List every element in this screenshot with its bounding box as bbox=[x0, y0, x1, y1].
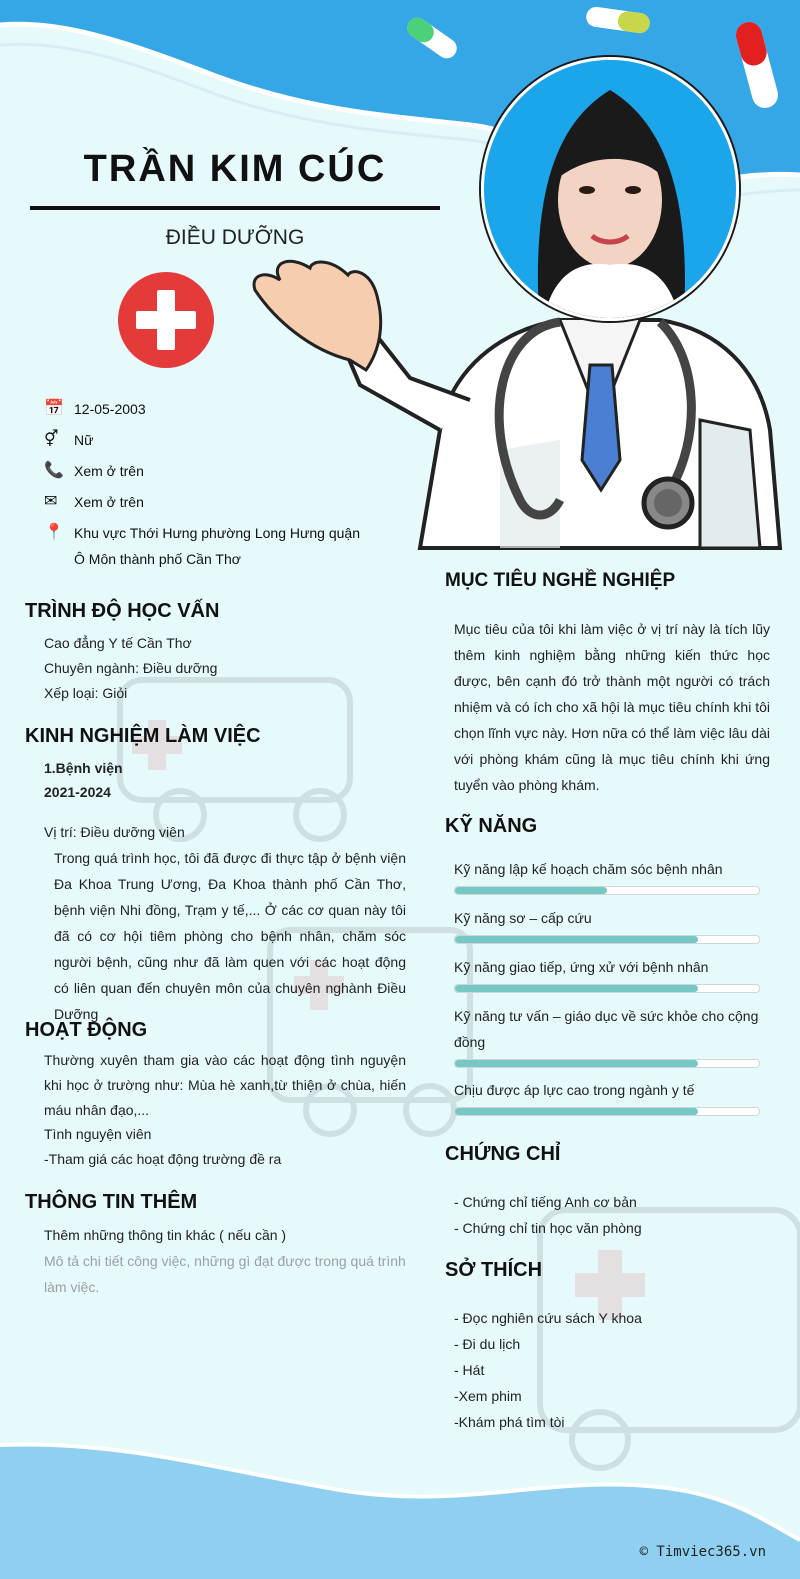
extra-info-title: THÔNG TIN THÊM bbox=[25, 1191, 198, 1213]
candidate-name: TRẦN KIM CÚC bbox=[83, 148, 387, 190]
skill-progress-fill bbox=[455, 1108, 698, 1115]
extra-info-line: Thêm những thông tin khác ( nếu cần ) bbox=[44, 1227, 287, 1243]
experience-period: 2021-2024 bbox=[44, 784, 111, 800]
skill-progress-fill bbox=[455, 936, 698, 943]
hobby-item: - Đi du lịch bbox=[454, 1336, 521, 1352]
skill-item bbox=[454, 1003, 760, 1068]
ambulance-watermark-icon bbox=[120, 680, 350, 839]
copyright-footer: © Timviec365.vn bbox=[639, 1544, 766, 1560]
location-icon: 📍 bbox=[44, 524, 64, 541]
skill-progress-bar bbox=[454, 886, 760, 895]
extra-info-placeholder: Mô tả chi tiết công việc, những gì đạt được trong quá trình làm việc. bbox=[44, 1253, 406, 1295]
contact-gender: ⚥ Nữ bbox=[44, 427, 374, 453]
objective-text: Mục tiêu của tôi khi làm việc ở vị trí này là tích lũy thêm kinh nghiệm bằng những kiến thức học được, bên cạnh đó trở thành một người có trách nhiệm và có ích cho xã hội là mục tiêu chính khi tôi chọn lĩnh vực này. Hơn nữa có thể làm việc lâu dài với phòng khám cũng là mục tiêu chính khi ứng tuyển vào phòng khám. bbox=[454, 621, 770, 793]
certificates-title: CHỨNG CHỈ bbox=[445, 1143, 561, 1165]
skill-progress-bar bbox=[454, 984, 760, 993]
email-icon: ✉ bbox=[44, 493, 58, 510]
medical-cross-icon bbox=[118, 272, 214, 368]
name-divider bbox=[30, 206, 440, 210]
education-title: TRÌNH ĐỘ HỌC VẤN bbox=[25, 600, 220, 622]
experience-description: Trong quá trình học, tôi đã được đi thực tập ở bệnh viện Đa Khoa Trung Ương, Đa Khoa thành phố Cần Thơ, bệnh viện Nhi đồng, Trạm y tế,... Ở các cơ quan này tôi đã có cơ hội tiêm phòng cho bệnh nhân, chăm sóc người bệnh, cũng như đã làm quen với các hoạt động có liên quan đến chuyên môn của chuyên nghành Điều Dưỡng bbox=[54, 850, 406, 1022]
skill-label: Chịu được áp lực cao trong ngành y tế bbox=[454, 1082, 695, 1098]
objective-title: MỤC TIÊU NGHỀ NGHIỆP bbox=[445, 570, 676, 591]
skill-label: Kỹ năng lập kế hoạch chăm sóc bệnh nhân bbox=[454, 861, 723, 877]
skill-item bbox=[454, 856, 760, 895]
activities-title: HOẠT ĐỘNG bbox=[25, 1019, 148, 1041]
experience-position: Vị trí: Điều dưỡng viên bbox=[44, 824, 185, 840]
education-rank: Xếp loại: Giỏi bbox=[44, 685, 128, 701]
contact-email: ✉ Xem ở trên bbox=[44, 489, 374, 515]
education-major: Chuyên ngành: Điều dưỡng bbox=[44, 660, 218, 676]
activities-extra: -Tham giá các hoạt động trường đề ra bbox=[44, 1151, 282, 1167]
gender-icon: ⚥ bbox=[44, 431, 59, 448]
hobby-item: -Khám phá tìm tòi bbox=[454, 1414, 565, 1430]
hobbies-title: SỞ THÍCH bbox=[445, 1259, 543, 1281]
hobby-item: - Đọc nghiên cứu sách Y khoa bbox=[454, 1310, 642, 1326]
skill-label: Kỹ năng sơ – cấp cứu bbox=[454, 910, 592, 926]
ambulance-watermark-icon bbox=[540, 1210, 800, 1468]
skills-title: KỸ NĂNG bbox=[445, 815, 538, 837]
skill-progress-fill bbox=[455, 985, 698, 992]
hobby-item: - Hát bbox=[454, 1362, 485, 1378]
certificate-item: - Chứng chỉ tin học văn phòng bbox=[454, 1220, 642, 1236]
certificate-item: - Chứng chỉ tiếng Anh cơ bản bbox=[454, 1194, 637, 1210]
skill-progress-fill bbox=[455, 887, 607, 894]
activities-role: Tình nguyện viên bbox=[44, 1126, 152, 1142]
phone-icon: 📞 bbox=[44, 462, 64, 479]
skill-label: Kỹ năng giao tiếp, ứng xử với bệnh nhân bbox=[454, 959, 709, 975]
skill-progress-bar bbox=[454, 1107, 760, 1116]
calendar-icon: 📅 bbox=[44, 400, 64, 417]
skill-progress-bar bbox=[454, 935, 760, 944]
skill-item bbox=[454, 905, 760, 944]
skill-item bbox=[454, 1077, 760, 1116]
contact-address: 📍 Khu vực Thới Hưng phường Long Hưng quận Ô Môn thành phố Cần Thơ bbox=[44, 520, 374, 572]
profile-photo bbox=[481, 57, 739, 321]
skill-item bbox=[454, 954, 760, 993]
experience-company: 1.Bệnh viện bbox=[44, 760, 123, 776]
candidate-role: ĐIỀU DƯỠNG bbox=[165, 226, 305, 249]
skill-label: Kỹ năng tư vấn – giáo dục về sức khỏe cho cộng đồng bbox=[454, 1008, 759, 1050]
skill-progress-fill bbox=[455, 1060, 698, 1067]
education-school: Cao đẳng Y tế Cần Thơ bbox=[44, 635, 192, 651]
activities-description: Thường xuyên tham gia vào các hoạt động tình nguyện khi học ở trường như: Mùa hè xanh,từ thiện ở chùa, hiến máu nhân đạo,... bbox=[44, 1052, 406, 1118]
contact-birthdate: 📅 12-05-2003 bbox=[44, 396, 374, 422]
hobby-item: -Xem phim bbox=[454, 1388, 522, 1404]
skill-progress-bar bbox=[454, 1059, 760, 1068]
contact-phone: 📞 Xem ở trên bbox=[44, 458, 374, 484]
experience-title: KINH NGHIỆM LÀM VIỆC bbox=[25, 725, 261, 747]
